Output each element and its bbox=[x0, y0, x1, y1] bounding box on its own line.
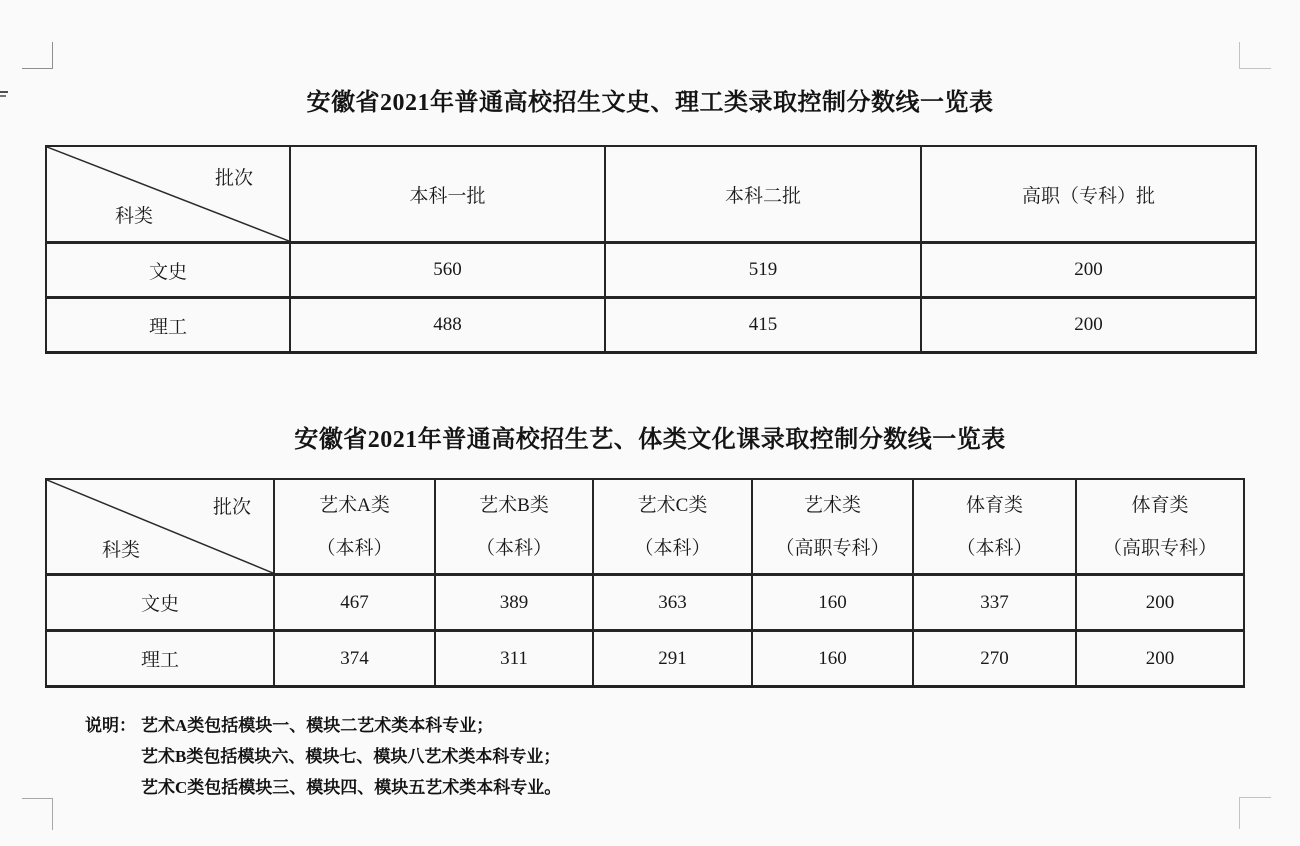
table-header-row bbox=[46, 146, 1256, 243]
column-header-line: 艺术B类 bbox=[479, 494, 549, 516]
score-cell: 160 bbox=[752, 575, 913, 631]
column-header bbox=[435, 479, 593, 575]
column-header-line: （本科） bbox=[316, 537, 393, 559]
table1-title: 安徽省2021年普通高校招生文史、理工类录取控制分数线一览表 bbox=[306, 90, 994, 116]
score-cell: 270 bbox=[913, 631, 1076, 687]
score-cell: 467 bbox=[274, 575, 435, 631]
column-header-line: （本科） bbox=[956, 537, 1033, 559]
column-header bbox=[752, 479, 913, 575]
score-cell: 291 bbox=[593, 631, 752, 687]
margin-mark-top-left-icon bbox=[22, 42, 53, 69]
column-header-line: 艺术A类 bbox=[319, 494, 390, 516]
column-header-line: 艺术类 bbox=[803, 494, 861, 516]
note-line: 艺术A类包括模块一、模块二艺术类本科专业； bbox=[141, 716, 494, 735]
column-header bbox=[1076, 479, 1244, 575]
margin-mark-bottom-right-icon bbox=[1239, 797, 1271, 829]
column-header-line: （高职专科） bbox=[775, 537, 890, 559]
score-cell: 160 bbox=[752, 631, 913, 687]
score-cell: 200 bbox=[1076, 575, 1244, 631]
row-label: 理工 bbox=[46, 631, 274, 687]
column-header: 本科二批 bbox=[605, 146, 921, 243]
score-cell: 560 bbox=[290, 243, 605, 298]
table2-title: 安徽省2021年普通高校招生艺、体类文化课录取控制分数线一览表 bbox=[294, 427, 1006, 453]
table-header-row bbox=[46, 479, 1244, 575]
score-cell: 374 bbox=[274, 631, 435, 687]
table-row bbox=[46, 631, 1244, 687]
score-cell: 389 bbox=[435, 575, 593, 631]
category-label: 科类 bbox=[102, 540, 141, 561]
score-cell: 200 bbox=[921, 243, 1256, 298]
note-line: 艺术C类包括模块三、模块四、模块五艺术类本科专业。 bbox=[141, 778, 562, 797]
margin-mark-top-right-icon bbox=[1239, 42, 1271, 69]
notes-block bbox=[85, 710, 561, 803]
table-wenshi-ligong bbox=[45, 145, 1257, 354]
diagonal-line-icon bbox=[47, 147, 289, 241]
edge-artifact-bar bbox=[0, 95, 6, 97]
column-header bbox=[274, 479, 435, 575]
score-cell: 415 bbox=[605, 298, 921, 353]
score-cell: 363 bbox=[593, 575, 752, 631]
row-label: 文史 bbox=[46, 575, 274, 631]
table-yi-ti-lei bbox=[45, 478, 1245, 688]
diagonal-header-cell bbox=[46, 479, 274, 575]
column-header-line: 体育类 bbox=[1131, 494, 1189, 516]
table-row bbox=[46, 298, 1256, 353]
edge-artifact bbox=[0, 91, 9, 100]
score-cell: 519 bbox=[605, 243, 921, 298]
score-cell: 488 bbox=[290, 298, 605, 353]
score-cell: 311 bbox=[435, 631, 593, 687]
note-line: 艺术B类包括模块六、模块七、模块八艺术类本科专业； bbox=[141, 747, 561, 766]
note-line-row bbox=[85, 772, 561, 803]
table-row bbox=[46, 575, 1244, 631]
batch-label: 批次 bbox=[214, 168, 253, 189]
edge-artifact-bar bbox=[0, 91, 8, 93]
table-row bbox=[46, 243, 1256, 298]
column-header-line: （高职专科） bbox=[1102, 537, 1217, 559]
column-header-line: 体育类 bbox=[965, 494, 1023, 516]
score-cell: 337 bbox=[913, 575, 1076, 631]
batch-label: 批次 bbox=[212, 497, 251, 518]
diagonal-header-cell bbox=[46, 146, 290, 243]
column-header: 本科一批 bbox=[290, 146, 605, 243]
note-line-row bbox=[85, 741, 561, 772]
column-header-line: 艺术C类 bbox=[637, 494, 708, 516]
column-header-line: （本科） bbox=[634, 537, 711, 559]
note-line-row bbox=[85, 710, 561, 741]
column-header: 高职（专科）批 bbox=[921, 146, 1256, 243]
notes-prefix: 说明： bbox=[85, 716, 136, 735]
margin-mark-bottom-left-icon bbox=[22, 798, 53, 830]
column-header bbox=[593, 479, 752, 575]
category-label: 科类 bbox=[115, 206, 154, 227]
row-label: 文史 bbox=[46, 243, 290, 298]
column-header-line: （本科） bbox=[475, 537, 552, 559]
column-header bbox=[913, 479, 1076, 575]
row-label: 理工 bbox=[46, 298, 290, 353]
score-cell: 200 bbox=[1076, 631, 1244, 687]
score-cell: 200 bbox=[921, 298, 1256, 353]
